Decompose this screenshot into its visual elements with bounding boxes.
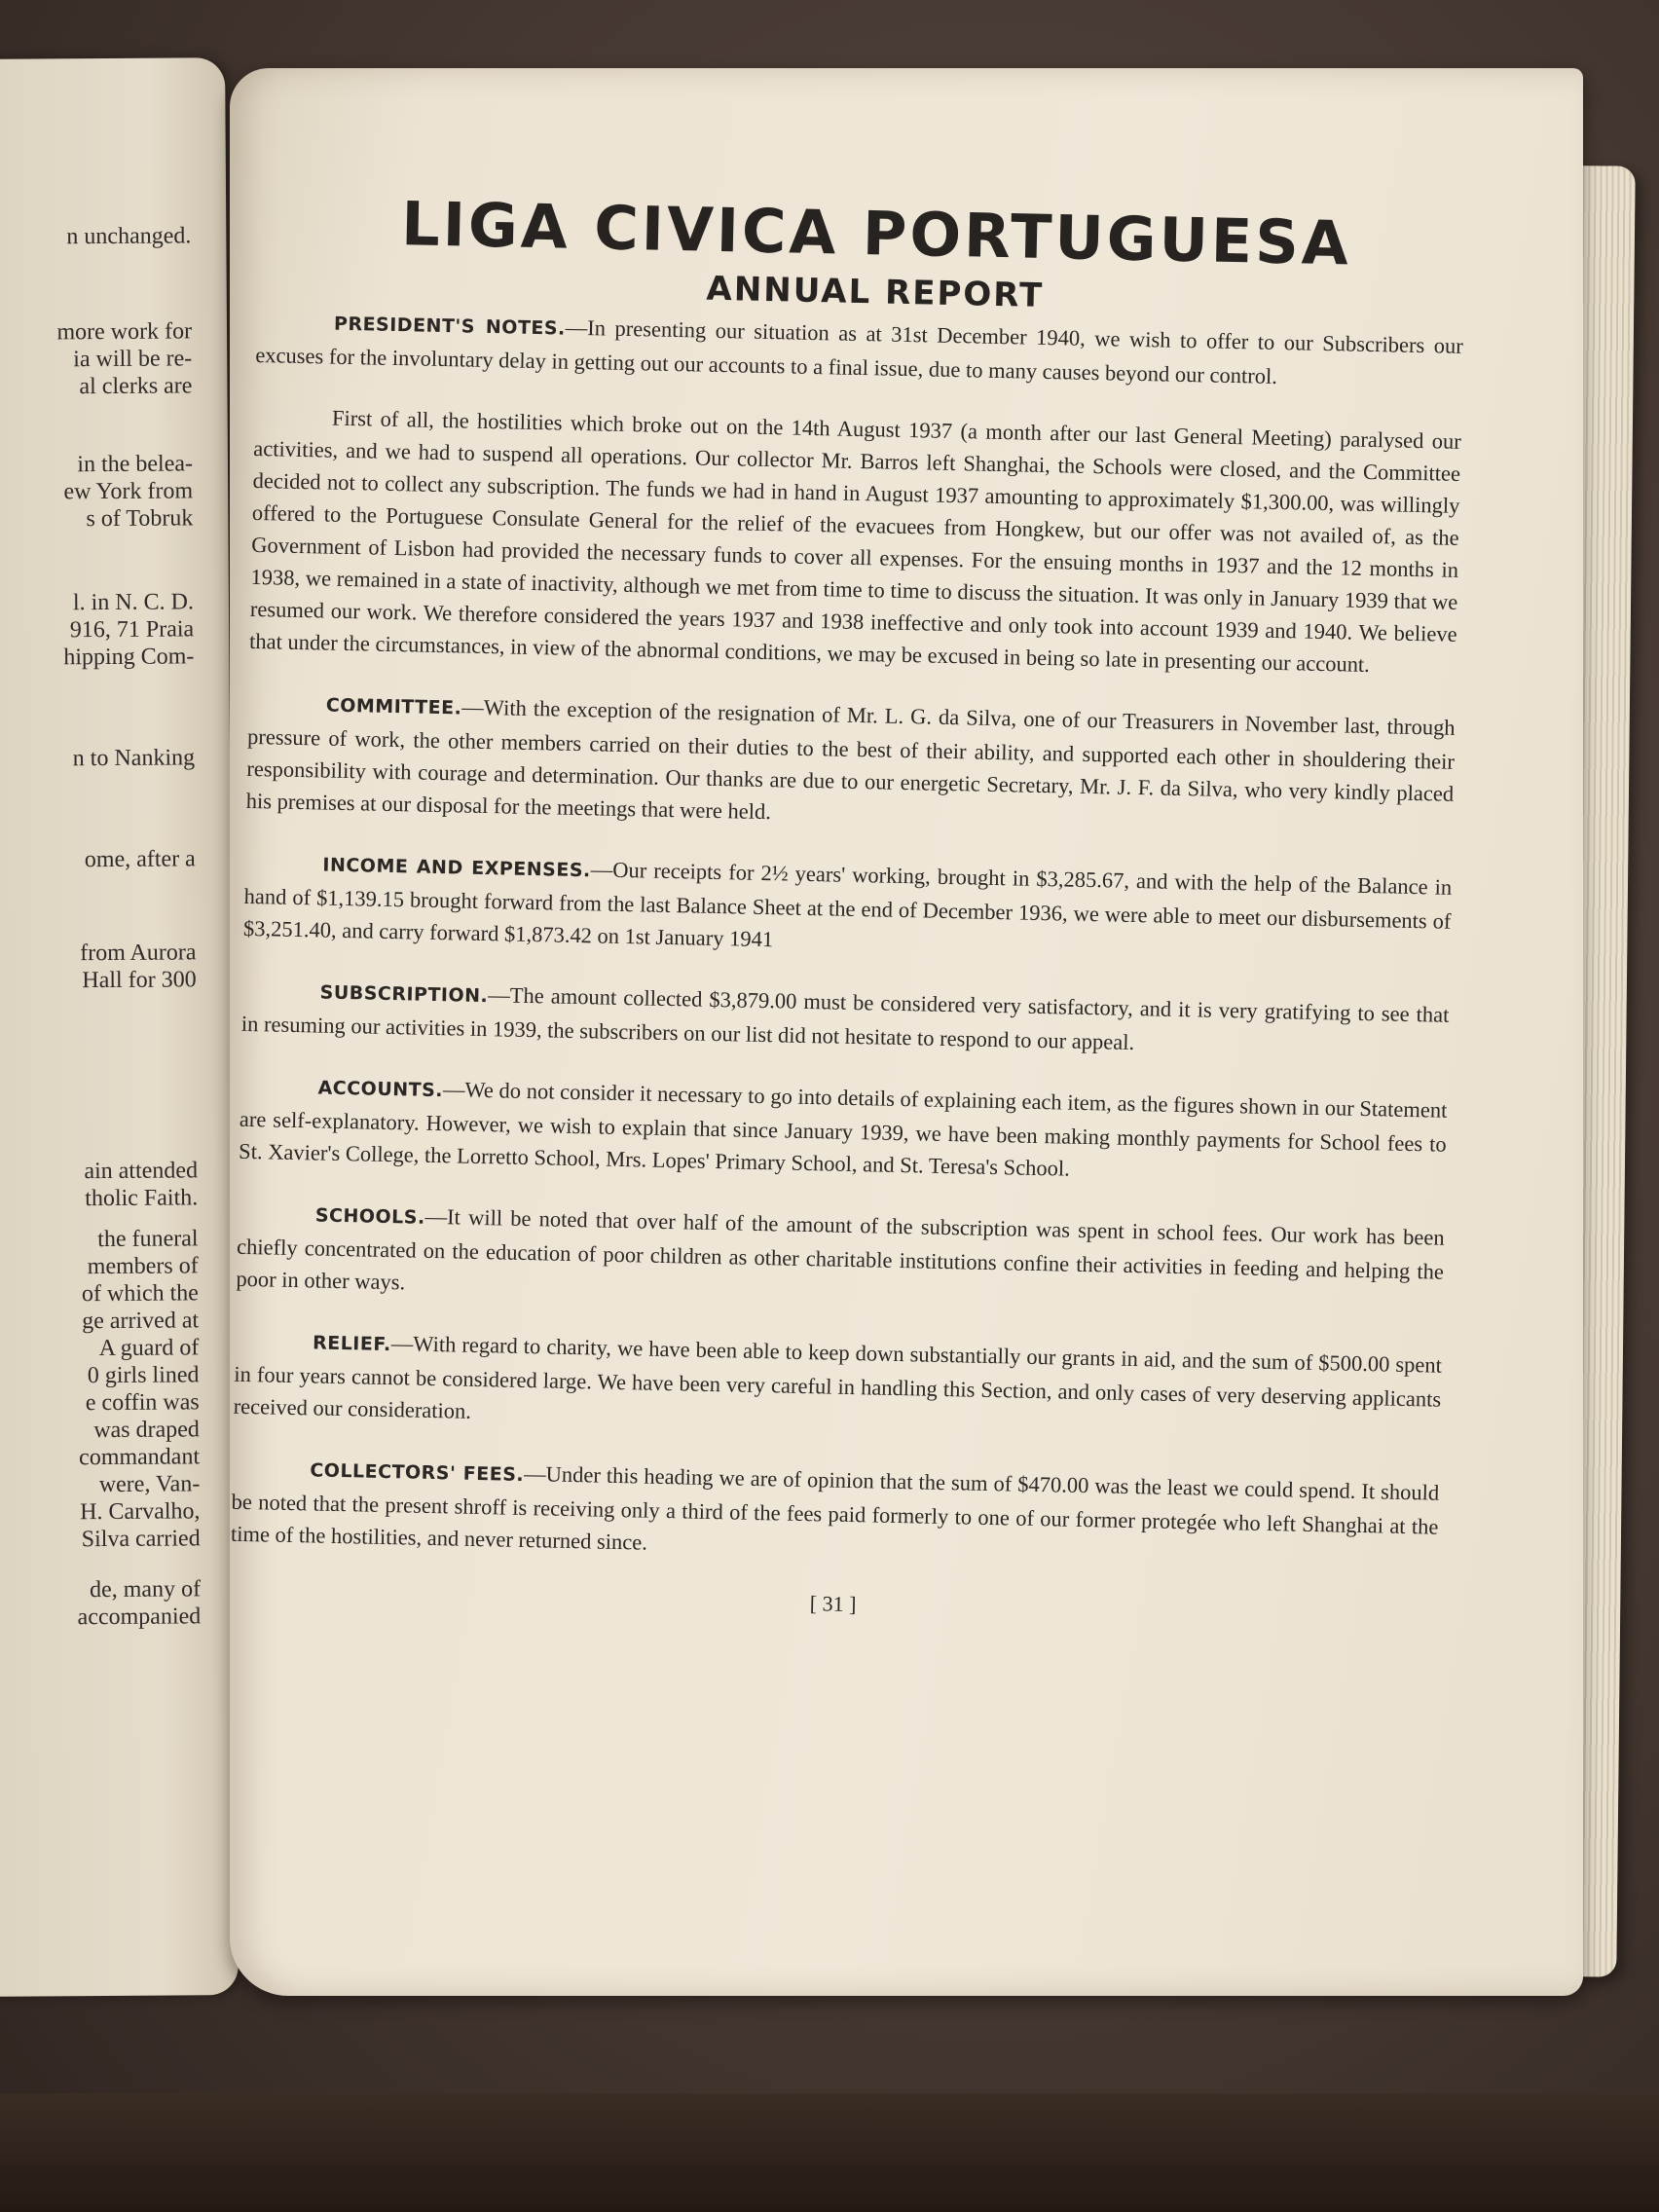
left-page-line: ain attended bbox=[84, 1158, 199, 1185]
document-content bbox=[230, 185, 1466, 1630]
left-page-line: in the belea- bbox=[77, 451, 194, 478]
section-heading: RELIEF. bbox=[312, 1332, 391, 1356]
section-income-expenses bbox=[243, 846, 1453, 970]
left-page-line: hipping Com- bbox=[63, 644, 195, 671]
section-heading: PRESIDENT'S NOTES. bbox=[333, 313, 567, 340]
left-page-line: Silva carried bbox=[81, 1526, 201, 1553]
section-accounts bbox=[239, 1069, 1448, 1193]
left-page-line: commandant bbox=[79, 1444, 201, 1471]
left-page-line: 916, 71 Praia bbox=[69, 616, 195, 644]
left-page-line: Hall for 300 bbox=[82, 967, 197, 994]
section-text: —The amount collected $3,879.00 must be considered very satisfactory, and it is very gratifying to see that in resuming our activities in 1939, the subscribers on our list did not hesitate to respond to our appeal. bbox=[240, 982, 1450, 1055]
left-page-line: al clerks are bbox=[79, 373, 193, 400]
left-page-line: tholic Faith. bbox=[85, 1185, 199, 1212]
section-subscription bbox=[241, 974, 1450, 1065]
left-page-line: 0 girls lined bbox=[87, 1362, 200, 1389]
section-text: —With the exception of the resignation of Mr. L. G. da Silva, one of our Treasurers in November last, through pressure of work, the other members carried on their duties to the best of their ability, and supported each other in shouldering their responsibility with courage and determination. Our thanks are due to our energetic Secretary, Mr. J. F. da Silva, who very kindly placed his premises at our disposal for the meetings that were held. bbox=[245, 694, 1456, 825]
right-page bbox=[230, 68, 1583, 1996]
left-page-line: of which the bbox=[81, 1280, 200, 1308]
section-schools bbox=[236, 1197, 1445, 1320]
section-text: —With regard to charity, we have been able to keep down substantially our grants in aid, and the sum of $500.00 spent in four years cannot be considered large. We have been very careful in handling this Section, and only cases of very deserving applicants received our consideration. bbox=[233, 1331, 1443, 1423]
section-hostilities bbox=[249, 400, 1461, 682]
section-relief bbox=[233, 1324, 1442, 1448]
left-page-line: ew York from bbox=[63, 478, 194, 505]
left-page-line: n to Nanking bbox=[72, 745, 196, 772]
left-page-line: de, many of bbox=[89, 1576, 202, 1604]
section-text: —We do not consider it necessary to go into details of explaining each item, as the figures shown in our Statement are self-explanatory. However, we wish to explain that since January 1939, we have been making monthly payments for School fees to St. Xavier's College, the Lorretto School, Mrs. Lopes' Primary School, and St. Teresa's School. bbox=[238, 1077, 1448, 1181]
table-edge bbox=[0, 2093, 1659, 2212]
left-page-line: more work for bbox=[56, 318, 193, 346]
document-subtitle: ANNUAL REPORT bbox=[706, 269, 1045, 315]
left-page-line: H. Carvalho, bbox=[80, 1498, 201, 1526]
left-page-line: ome, after a bbox=[84, 846, 196, 873]
section-heading: ACCOUNTS. bbox=[317, 1077, 444, 1102]
section-text: —It will be noted that over half of the amount of the subscription was spent in school fees. Our work has been chiefly concentrated on the education of poor children as other charitable institutions confine their activities in feeding and helping the poor in other ways. bbox=[236, 1203, 1445, 1295]
left-page-line: e coffin was bbox=[85, 1389, 200, 1417]
left-page-line: s of Tobruk bbox=[86, 505, 194, 533]
left-page-line: the funeral bbox=[97, 1226, 199, 1253]
section-text: —Our receipts for 2½ years' working, brought in $3,285.67, and with the help of the Balance in hand of $1,139.15 brought forward from the last Balance Sheet at the end of December 1936, we were able to meet our disbursements of $3,251.40, and carry forward $1,873.42 on 1st January 1941 bbox=[242, 857, 1453, 952]
page-number: [ 31 ] bbox=[809, 1591, 857, 1617]
left-page-line: ia will be re- bbox=[73, 346, 193, 373]
document-title: LIGA CIVICA PORTUGUESA bbox=[400, 188, 1352, 279]
left-page-line: A guard of bbox=[98, 1335, 200, 1362]
section-heading: SUBSCRIPTION. bbox=[319, 981, 489, 1008]
left-page-line: l. in N. C. D. bbox=[72, 589, 195, 616]
section-committee bbox=[245, 686, 1456, 842]
left-page-line: accompanied bbox=[77, 1604, 202, 1631]
section-heading: COLLECTORS' FEES. bbox=[310, 1459, 525, 1486]
section-text: First of all, the hostilities which broke out on the 14th August 1937 (a month after our last General Meeting) paralysed our activities, and we had to suspend all operations. Our collector Mr. Barros left Shanghai, the Schools were closed, and the Committee decided not to collect any subscription. The funds we had in hand in August 1937 amounting to approximately $1,300.00, was willingly offered to the Portuguese Consulate General for the relief of the evacuees from Hongkew, but our offer was not availed of, as the Government of Lisbon had provided the necessary funds to cover all expenses. For the ensuing months in 1937 and the 12 months in 1938, we remained in a state of inactivity, although we met from time to time to discuss the situation. It was only in January 1939 that we resumed our work. We therefore considered the years 1937 and 1938 ineffective and only took into account 1939 and 1940. We believe that under the circumstances, in view of the abnormal conditions, we may be excused in being so late in presenting our account. bbox=[248, 405, 1462, 677]
left-page-line: was draped bbox=[93, 1417, 200, 1444]
section-heading: SCHOOLS. bbox=[314, 1204, 425, 1229]
left-page-line: ge arrived at bbox=[82, 1308, 200, 1335]
section-heading: COMMITTEE. bbox=[325, 694, 462, 719]
section-text: —In presenting our situation as at 31st December 1940, we wish to offer to our Subscribers our excuses for the involuntary delay in getting out our accounts to a final issue, due to many causes beyond our control. bbox=[255, 314, 1464, 388]
section-heading: INCOME AND EXPENSES. bbox=[322, 854, 591, 882]
left-page-line: were, Van- bbox=[98, 1471, 201, 1498]
left-page-line: from Aurora bbox=[80, 940, 197, 967]
left-page-line: n unchanged. bbox=[66, 223, 192, 250]
left-page bbox=[0, 57, 239, 1997]
section-text: —Under this heading we are of opinion that the sum of $470.00 was the least we could spend. It should be noted that the present shroff is receiving only a third of the fees paid formerly to one of our former protegée who left Shanghai at the time of the hostilities, and never returned since. bbox=[230, 1460, 1440, 1555]
left-page-line: members of bbox=[87, 1253, 199, 1280]
section-collectors-fees bbox=[231, 1452, 1440, 1575]
